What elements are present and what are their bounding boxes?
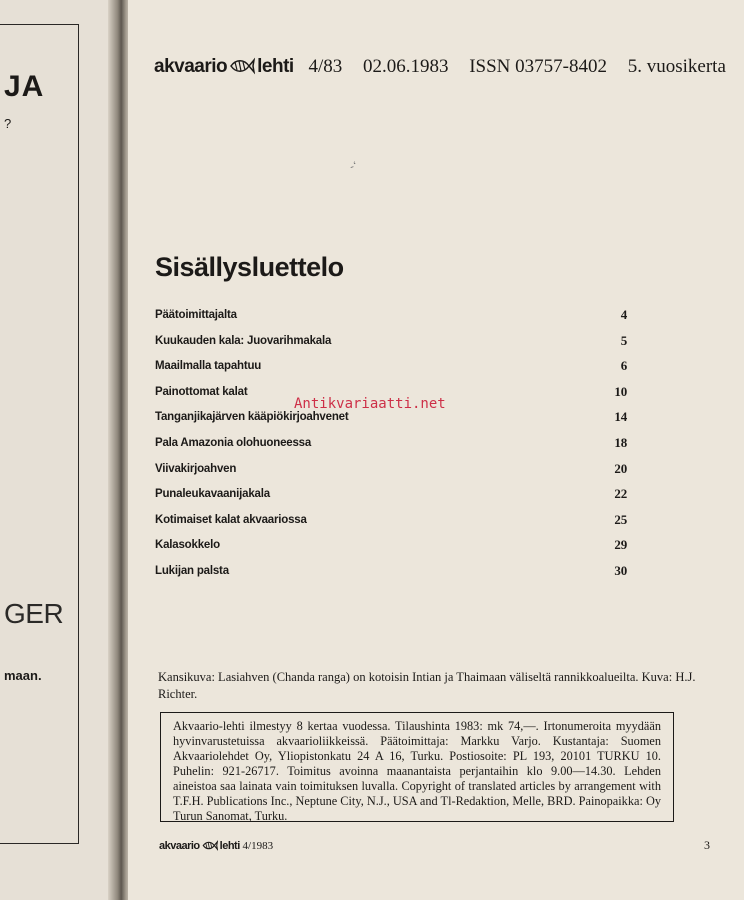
toc-entry-title: Lukijan palsta <box>155 564 229 577</box>
toc-entry-page: 29 <box>614 537 627 553</box>
table-of-contents <box>155 306 627 588</box>
toc-entry-title: Maailmalla tapahtuu <box>155 360 262 373</box>
adjacent-brand-fragment: GER <box>4 598 64 629</box>
toc-entry-title: Kuukauden kala: Juovarihmakala <box>155 334 332 347</box>
toc-entry-title: Tanganjikajärven kääpiökirjoahvenet <box>155 411 349 424</box>
adjacent-line-fragment: maan. <box>4 668 42 683</box>
adjacent-heading-fragment: JA <box>4 70 45 103</box>
toc-entry-page: 10 <box>614 383 627 399</box>
toc-entry[interactable] <box>155 536 627 562</box>
toc-entry-title: Kotimaiset kalat akvaariossa <box>155 513 307 526</box>
magazine-page <box>128 0 744 900</box>
toc-entry-title: Punaleukavaanijakala <box>155 488 270 501</box>
toc-title: Sisällysluettelo <box>155 252 344 282</box>
toc-entry-title: Kalasokkelo <box>155 539 220 552</box>
footer-brand-part2: lehti <box>219 840 240 852</box>
page-number: 3 <box>704 838 710 852</box>
toc-entry[interactable] <box>155 434 627 460</box>
toc-entry-page: 5 <box>620 332 627 348</box>
toc-entry[interactable] <box>155 306 627 332</box>
page-footer <box>159 840 273 854</box>
toc-entry-page: 30 <box>614 562 627 578</box>
masthead-issue: 4/83 <box>308 56 343 77</box>
print-speck: -‘ <box>348 159 360 173</box>
toc-entry-page: 22 <box>614 486 627 502</box>
masthead-brand-part2: lehti <box>257 56 294 77</box>
toc-entry[interactable] <box>155 460 627 486</box>
toc-entry[interactable] <box>155 485 627 511</box>
toc-entry-page: 4 <box>620 307 627 322</box>
masthead-brand-part1: akvaario <box>154 56 228 77</box>
toc-entry-title: Päätoimittajalta <box>155 309 237 321</box>
footer-issue: 4/1983 <box>242 840 274 852</box>
masthead-date: 02.06.1983 <box>362 56 449 77</box>
watermark: Antikvariaatti.net <box>294 396 446 412</box>
footer-brand-part1: akvaario <box>159 840 200 852</box>
toc-entry-title: Viivakirjoahven <box>155 462 237 475</box>
fish-logo-icon <box>202 840 218 854</box>
toc-entry[interactable] <box>155 562 627 588</box>
toc-entry[interactable] <box>155 332 627 358</box>
toc-entry[interactable] <box>155 408 627 434</box>
toc-entry[interactable] <box>155 511 627 537</box>
masthead-issn: ISSN 03757-8402 <box>469 56 607 77</box>
toc-entry-page: 6 <box>620 358 627 374</box>
toc-entry-page: 25 <box>614 511 627 527</box>
toc-entry-title: Painottomat kalat <box>155 385 248 398</box>
toc-entry-page: 20 <box>614 460 627 476</box>
toc-entry-title: Pala Amazonia olohuoneessa <box>155 436 312 449</box>
toc-entry-page: 18 <box>614 434 627 450</box>
publication-info-box: Akvaario-lehti ilmestyy 8 kertaa vuodessa. Tilaushinta 1983: mk 74,—. Irtonumeroita myydään hyvinvarustetuissa akvaarioliikkeissä. Päätoimittaja: Markku Varjo. Kustantaja: Suomen Akvaariolehdet Oy, Yliopistonkatu 24 A 16, Turku. Postiosoite: PL 193, 20101 TURKU 10. Puhelin: 921-26717. Toimitus avoinna maanantaista perjantaihin klo 9.00—14.30. Lehden aineistoa saa lainata vain toimituksen luvalla. Copyright of translated articles by arrangement with T.F.H. Publications Inc., Neptune City, N.J., USA and Tl-Redaktion, Melle, BRD. Painopaikka: Oy Turun Sanomat, Turku. <box>160 712 674 822</box>
toc-entry[interactable] <box>155 357 627 383</box>
cover-caption: Kansikuva: Lasiahven (Chanda ranga) on kotoisin Intian ja Thaimaan väliseltä rannikkoalueilta. Kuva: H.J. Richter. <box>158 669 696 701</box>
masthead <box>154 56 726 81</box>
adjacent-page-frame <box>0 24 79 844</box>
masthead-volume: 5. vuosikerta <box>627 56 726 77</box>
adjacent-page <box>0 0 112 900</box>
fish-logo-icon <box>229 57 255 81</box>
adjacent-question-fragment: ? <box>4 116 12 131</box>
toc-entry-page: 14 <box>614 409 627 425</box>
